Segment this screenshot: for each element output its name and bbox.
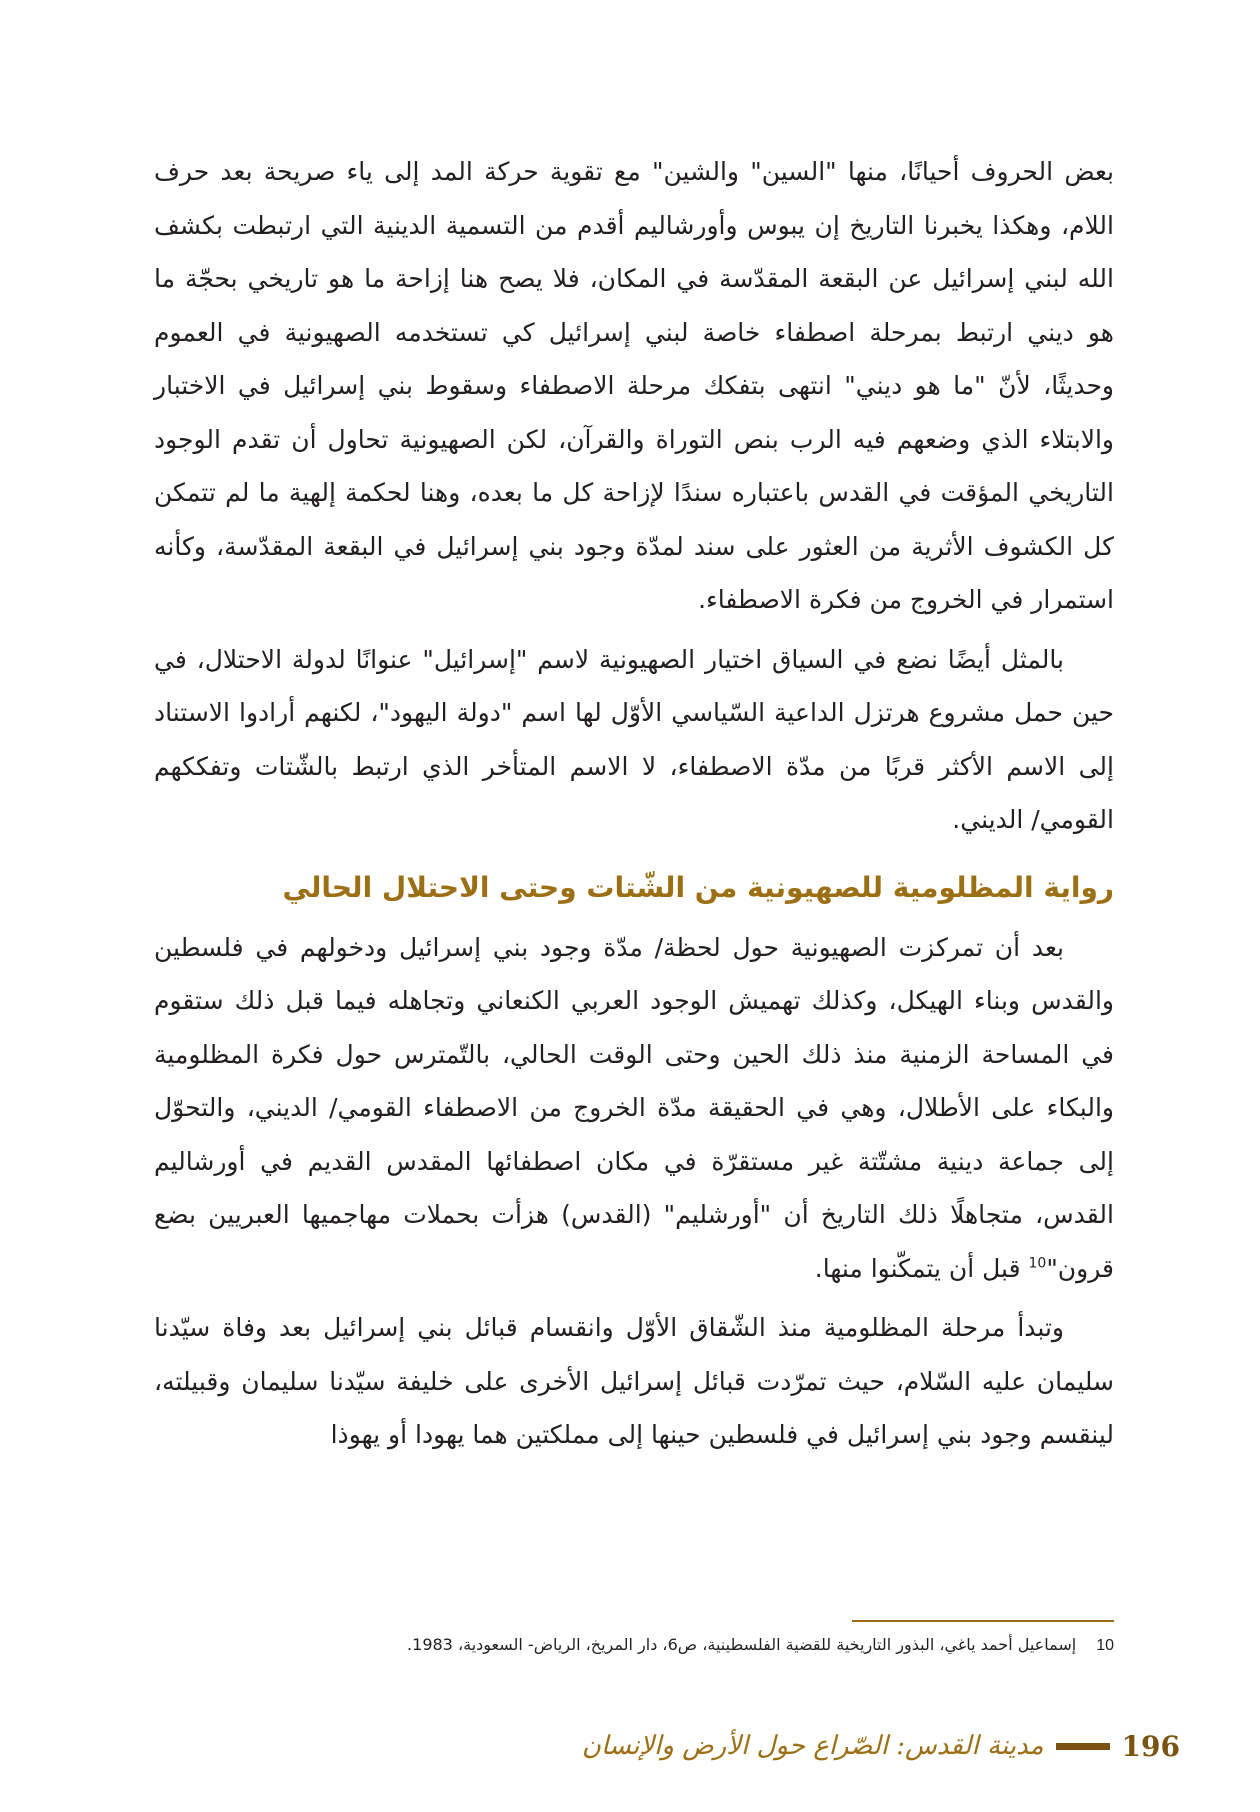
footnote-divider bbox=[852, 1620, 1114, 1622]
paragraph-text: بعد أن تمركزت الصهيونية حول لحظة/ مدّة وجود بني إسرائيل ودخولهم في فلسطين والقدس وبناء الهيكل، وكذلك تهميش الوجود العربي الكنعاني وتجاهله فيما قبل ذلك ستقوم في المساحة الزمنية منذ ذلك الحين وحتى الوقت الحالي، بالتّمترس حول فكرة المظلومية والبكاء على الأطلال، وهي في الحقيقة مدّة الخروج من الاصطفاء القومي/ الديني، والتحوّل إلى جماعة دينية مشتّتة غير مستقرّة في مكان اصطفائها المقدس القديم في أورشاليم القدس، متجاهلًا ذلك التاريخ أن "أورشليم" (القدس) هزأت بحملات مهاجميها العبريين بضع قرون" bbox=[154, 932, 1114, 1283]
body-text bbox=[154, 145, 1114, 1462]
running-title: مدينة القدس: الصّراع حول الأرض والإنسان bbox=[581, 1731, 1044, 1761]
paragraph: بعض الحروف أحيانًا، منها "السين" والشين" مع تقوية حركة المد إلى ياء صريحة بعد حرف اللام، وهكذا يخبرنا التاريخ إن يبوس وأورشاليم أقدم من التسمية الدينية التي ارتبطت بكشف الله لبني إسرائيل عن البقعة المقدّسة في المكان، فلا يصح هنا إزاحة ما هو تاريخي بحجّة ما هو ديني ارتبط بمرحلة اصطفاء خاصة لبني إسرائيل كي تستخدمه الصهيونية في العموم وحديثًا، لأنّ "ما هو ديني" انتهى بتفكك مرحلة الاصطفاء وسقوط بني إسرائيل في الاختبار والابتلاء الذي وضعهم فيه الرب بنص التوراة والقرآن، لكن الصهيونية تحاول أن تقدم الوجود التاريخي المؤقت في القدس باعتباره سندًا لإزاحة كل ما بعده، وهنا لحكمة إلهية ما لم تتمكن كل الكشوف الأثرية من العثور على سند لمدّة وجود بني إسرائيل في البقعة المقدّسة، وكأنه استمرار في الخروج من فكرة الاصطفاء. bbox=[154, 157, 1114, 614]
footnote-text: إسماعيل أحمد ياغي، البذور التاريخية للقضية الفلسطينية، ص6، دار المريخ، الرياض- السعودية، 1983. bbox=[407, 1635, 1077, 1654]
paragraph-text-end: قبل أن يتمكّنوا منها. bbox=[814, 1253, 1029, 1283]
footnote-reference[interactable]: 10 bbox=[1028, 1255, 1047, 1272]
paragraph: وتبدأ مرحلة المظلومية منذ الشّقاق الأوّل وانقسام قبائل بني إسرائيل بعد وفاة سيّدنا سليمان عليه السّلام، حيث تمرّدت قبائل إسرائيل الأخرى على خليفة سيّدنا سليمان وقبيلته، لينقسم وجود بني إسرائيل في فلسطين حينها إلى مملكتين هما يهودا أو يهوذا bbox=[154, 1313, 1114, 1449]
page-footer bbox=[520, 1726, 1180, 1766]
footer-bar bbox=[1056, 1743, 1110, 1750]
footnote-number: 10 bbox=[1096, 1637, 1114, 1654]
section-heading: رواية المظلومية للصهيونية من الشّتات وحتى الاحتلال الحالي bbox=[282, 870, 1114, 904]
paragraph: بالمثل أيضًا نضع في السياق اختيار الصهيونية لاسم "إسرائيل" عنوانًا لدولة الاحتلال، في حين حمل مشروع هرتزل الداعية السّياسي الأوّل لها اسم "دولة اليهود"، لكنهم أرادوا الاستناد إلى الاسم الأكثر قربًا من مدّة الاصطفاء، لا الاسم المتأخر الذي ارتبط بالشّتات وتفككهم القومي/ الديني. bbox=[154, 644, 1114, 834]
footnote bbox=[154, 1632, 1114, 1659]
page-number: 196 bbox=[1121, 1729, 1180, 1763]
paragraph bbox=[154, 921, 1114, 1296]
